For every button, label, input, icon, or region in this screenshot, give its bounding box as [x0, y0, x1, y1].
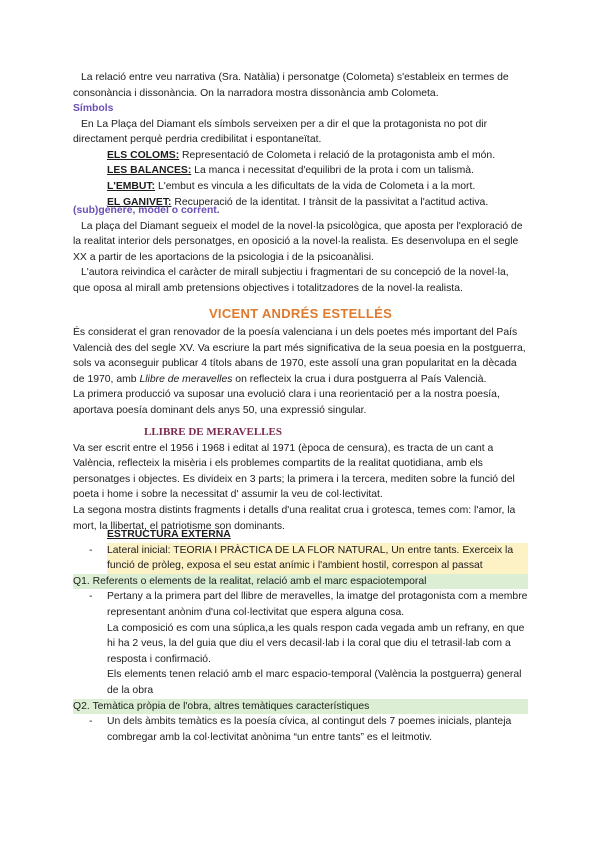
symbol-item-balances: [73, 163, 528, 179]
genere-heading: (sub)gènere, model o corrent.: [73, 205, 220, 216]
estructura-section: [73, 527, 528, 745]
genere-section: [73, 203, 528, 297]
list-dash: -: [89, 544, 93, 556]
list-dash: -: [89, 716, 93, 728]
estelles-text-end: on reflecteix la crua i dura postguerra al País Valencià.: [232, 373, 487, 385]
genere-paragraph-2: L'autora reivindica el caràcter de mirall subjectiu i fragmentari de su concepció de la novel·la, que oposa al mirall amb pretensions objectives i totalitzadores de la novel·la realista.: [73, 267, 509, 294]
llibre-paragraph-1: Va ser escrit entre el 1956 i 1968 i editat al 1971 (època de censura), es tracta de un cant a València, reflecteix la misèria i els problemes compartits de la realitat quotidiana, amb els personatges i objectes. Es divideix en 3 parts; la primera i la tercera, mediten sobre la funció del poeta i home i sobre la necessitat d' assumir la veu de col·lectivitat.: [73, 442, 515, 501]
item-q1-text-a: Pertany a la primera part del llibre de meravelles, la imatge del protagonista com a membre representant anònim d'una col·lectivitat que espera alguna cosa.: [107, 591, 528, 618]
llibre-section: [73, 425, 528, 534]
estelles-text: És considerat el gran renovador de la poesía valenciana i un dels poetes més important del País Valencià des del segle XV. Va escriure la part més significativa de la seua poesia en la postguerra, sols va aconseguir publicar 4 títols abans de 1970, este assolí una gran popularitat en la dècada de 1970, amb: [73, 327, 526, 385]
list-item: [73, 543, 528, 574]
estelles-paragraph-1: [73, 325, 528, 387]
symbol-text: La manca i necessitat d'equilibri de la prota i com un talismà.: [191, 165, 474, 177]
simbols-section: [73, 101, 528, 210]
symbol-term: ELS COLOMS:: [107, 149, 180, 161]
estelles-paragraph-2: La primera producció va suposar una evolució clara i una reorientació per a la nostra poesía, aportava poesía dominant dels anys 50, una expressió singular.: [73, 389, 500, 416]
question-1: Q1. Referents o elements de la realitat, relació amb el marc espaciotemporal: [73, 574, 528, 590]
intro-section: [73, 70, 528, 101]
list-dash: -: [89, 591, 93, 603]
symbol-term: LES BALANCES:: [107, 165, 192, 177]
list-item: [73, 589, 528, 698]
llibre-paragraph-2: La segona mostra distints fragments i detalls d'una realitat crua i grotesca, temes com: l'amor, la mort, la llibertat, el patriotisme son dominants.: [73, 504, 516, 532]
intro-paragraph: La relació entre veu narrativa (Sra. Natàlia) i personatge (Colometa) s'estableix en termes de consonància i dissonància. On la narradora mostra dissonància amb Colometa.: [73, 72, 509, 99]
estelles-book-title: Llibre de meravelles: [139, 373, 233, 385]
genere-paragraph-1: La plaça del Diamant segueix el model de la novel·la psicològica, que aposta per l'exploració de la realitat interior dels personatges, en oposició a la novel·la realista. Es desenvolupa en el segle XX a partir de les aportacions de la psicologia i de la psicoanàlisi.: [73, 220, 523, 263]
estelles-title: VICENT ANDRÉS ESTELLÉS: [208, 306, 393, 321]
item-lateral-inicial: Lateral inicial: TEORIA I PRÀCTICA DE LA FLOR NATURAL, Un entre tants. Exerceix la funció de pròleg, exposa el seu estat anímic i l'ambient hostil, correspon al passat: [107, 543, 528, 574]
simbols-heading: Símbols: [73, 103, 114, 114]
symbol-item-embut: [73, 179, 528, 195]
symbol-term: L'EMBUT:: [107, 180, 156, 192]
symbol-text: Representació de Colometa i relació de la protagonista amb el món.: [179, 149, 496, 161]
symbol-text: L'embut es vincula a les dificultats de la vida de Colometa i a la mort.: [155, 180, 476, 192]
question-2: Q2. Temàtica pròpia de l'obra, altres temàtiques característiques: [73, 699, 528, 715]
llibre-heading: LLIBRE DE MERAVELLES: [144, 426, 282, 438]
symbol-term: EL GANIVET:: [107, 196, 172, 208]
symbol-text: Recuperació de la identitat. I trànsit de la passivitat a l'actitud activa.: [171, 196, 489, 208]
item-q2-text: Un dels àmbits temàtics es la poesía cívica, al contingut dels 7 poemes inicials, planteja combregar amb la col·lectivitat anònima “un entre tants” es el leitmotiv.: [107, 716, 512, 743]
estructura-heading: ESTRUCTURA EXTERNA: [107, 529, 231, 540]
item-q1-text-c: Els elements tenen relació amb el marc espacio-temporal (València la postguerra) general de la obra: [107, 669, 522, 696]
simbols-intro: En La Plaça del Diamant els símbols serveixen per a dir el que la protagonista no pot dir directament perquè perdria credibilitat i espontaneïtat.: [73, 118, 488, 146]
item-q1-text-b: La composició es com una súplica,a les quals respon cada vegada amb un refrany, en que hi ha 2 veus, la del guia que diu el vers decasil·lab i la coral que diu el tetrasil·lab com a resposta i confirmació.: [107, 622, 525, 665]
symbol-item-coloms: [73, 148, 528, 164]
list-item: [73, 714, 528, 745]
estelles-section: [73, 303, 528, 419]
